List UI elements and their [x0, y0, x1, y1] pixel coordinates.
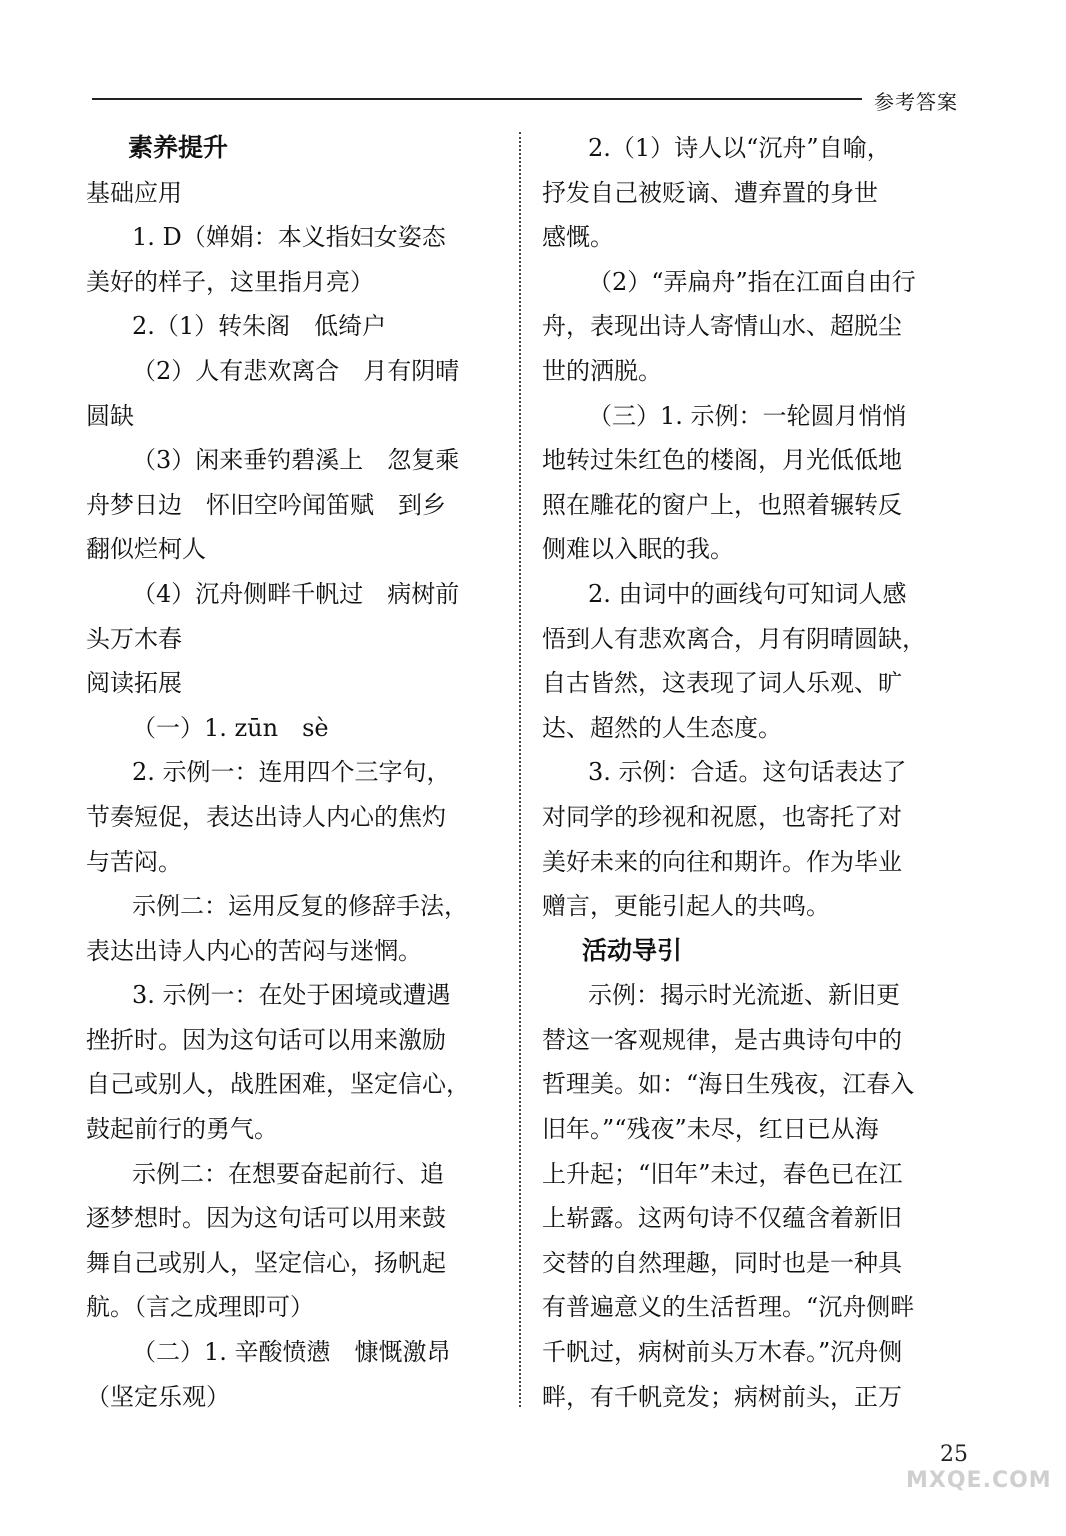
text-line: 赠言，更能引起人的共鸣。: [542, 892, 830, 921]
text-line: 悟到人有悲欢离合，月有阴晴圆缺，: [542, 624, 926, 653]
text-line: （3）闲来垂钓碧溪上 忽复乘: [132, 446, 460, 475]
text-line: 达、超然的人生态度。: [542, 713, 782, 742]
text-line: （4）沉舟侧畔千帆过 病树前: [132, 579, 460, 608]
text-line: 2.（1）转朱阁 低绮户: [132, 312, 387, 341]
text-line: 美好的样子，这里指月亮）: [86, 267, 374, 296]
text-line: 自古皆然，这表现了词人乐观、旷: [542, 669, 902, 698]
right-column: [542, 126, 954, 1419]
text-line: 感慨。: [542, 223, 614, 252]
text-line: 2. 示例一：连用四个三字句，: [132, 758, 451, 787]
text-line: 翻似烂柯人: [86, 535, 206, 564]
text-line: 舟，表现出诗人寄情山水、超脱尘: [542, 312, 902, 341]
text-line: 千帆过，病树前头万木春。”沉舟侧: [542, 1338, 903, 1367]
text-line: 美好未来的向往和期许。作为毕业: [542, 847, 902, 876]
text-line: 哲理美。如：“海日生残夜，江春入: [542, 1070, 915, 1099]
text-line: （2）“弄扁舟”指在江面自由行: [588, 267, 916, 296]
text-line: 逐梦想时。因为这句话可以用来鼓: [86, 1204, 446, 1233]
text-line: 与苦闷。: [86, 847, 182, 876]
text-line: 节奏短促，表达出诗人内心的焦灼: [86, 802, 446, 831]
watermark-text: MXQE.COM: [906, 1468, 1052, 1493]
page-number: 25: [940, 1442, 968, 1467]
text-line: 示例二：运用反复的修辞手法，: [132, 892, 468, 921]
subsection-heading: 基础应用: [86, 178, 182, 207]
text-line: 地转过朱红色的楼阁，月光低低地: [542, 446, 902, 475]
text-line: 1. D（婵娟：本义指妇女姿态: [132, 223, 446, 252]
text-line: 示例二：在想要奋起前行、追: [132, 1159, 444, 1188]
left-column: [86, 126, 498, 1419]
text-line: （2）人有悲欢离合 月有阴晴: [132, 356, 460, 385]
text-line: 上崭露。这两句诗不仅蕴含着新旧: [542, 1204, 902, 1233]
text-line: 有普遍意义的生活哲理。“沉舟侧畔: [542, 1293, 915, 1322]
text-line: 旧年。”“残夜”未尽，红日已从海: [542, 1115, 879, 1144]
column-divider: [519, 132, 521, 1407]
text-line: 头万木春: [86, 624, 182, 653]
header-rule: [92, 98, 862, 100]
text-line: 舞自己或别人，坚定信心，扬帆起: [86, 1248, 446, 1277]
text-line: 表达出诗人内心的苦闷与迷惘。: [86, 936, 422, 965]
header-title: 参考答案: [874, 90, 958, 114]
text-line: 鼓起前行的勇气。: [86, 1115, 278, 1144]
text-line: （二）1. 辛酸愤懑 慷慨激昂: [132, 1338, 451, 1367]
text-line: 交替的自然理趣，同时也是一种具: [542, 1248, 902, 1277]
text-line: 2.（1）诗人以“沉舟”自喻，: [588, 134, 891, 162]
text-line: 畔，有千帆竞发；病树前头，正万: [542, 1382, 902, 1411]
section-heading: 素养提升: [128, 133, 229, 162]
text-line: 示例：揭示时光流逝、新旧更: [588, 981, 900, 1010]
section-heading: 活动导引: [582, 935, 683, 965]
text-line: 舟梦日边 怀旧空吟闻笛赋 到乡: [86, 490, 446, 519]
text-line: 侧难以入眠的我。: [542, 535, 734, 564]
text-line: 世的洒脱。: [542, 356, 662, 385]
text-line: 3. 示例一：在处于困境或遭遇: [132, 981, 451, 1010]
text-line: 对同学的珍视和祝愿，也寄托了对: [542, 802, 902, 831]
text-line: 航。（言之成理即可）: [86, 1293, 314, 1322]
text-line: 自己或别人，战胜困难，坚定信心，: [86, 1070, 470, 1099]
text-line: 挫折时。因为这句话可以用来激励: [86, 1025, 446, 1054]
text-line: 替这一客观规律，是古典诗句中的: [542, 1025, 902, 1054]
text-line: 抒发自己被贬谪、遭弃置的身世: [542, 178, 878, 207]
text-line: 上升起；“旧年”未过，春色已在江: [542, 1159, 903, 1188]
text-line: 圆缺: [86, 401, 134, 430]
subsection-heading: 阅读拓展: [86, 669, 182, 698]
text-line: （三）1. 示例：一轮圆月悄悄: [588, 401, 907, 430]
text-line: 3. 示例：合适。这句话表达了: [588, 758, 907, 787]
text-line: 2. 由词中的画线句可知词人感: [588, 579, 907, 608]
text-line: （坚定乐观）: [86, 1382, 230, 1411]
text-line: （一）1. zūn sè: [132, 713, 329, 742]
text-line: 照在雕花的窗户上，也照着辗转反: [542, 490, 902, 519]
